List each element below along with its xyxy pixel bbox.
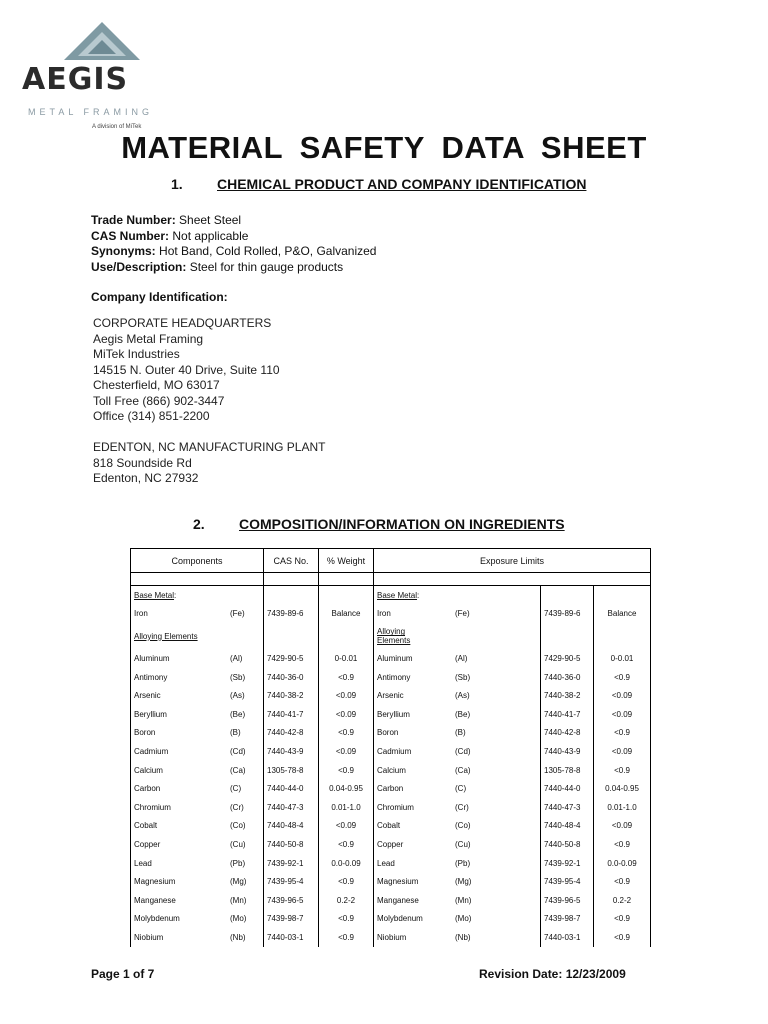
company-identification-label: Company Identification: (91, 290, 228, 304)
table-section-row (131, 623, 651, 649)
base-metal-label: Base Metal (134, 590, 175, 600)
section-2-number: 2. (193, 516, 205, 532)
table-row: Copper (Cu) 7440-50-8 <0.9 Copper (Cu) 7440-50-8 <0.9 (131, 835, 651, 854)
address-line: MiTek Industries (93, 347, 180, 361)
table-row: Magnesium (Mg) 7439-95-4 <0.9 Magnesium (Mg) 7439-95-4 <0.9 (131, 872, 651, 891)
address-line: Toll Free (866) 902-3447 (93, 393, 225, 408)
header-weight: % Weight (319, 549, 374, 573)
address-line: Edenton, NC 27932 (93, 471, 199, 485)
product-fields (91, 213, 376, 275)
table-row: Arsenic (As) 7440-38-2 <0.09 Arsenic (As) 7440-38-2 <0.09 (131, 686, 651, 705)
field-trade-number: Trade Number: Sheet Steel (91, 213, 242, 227)
header-cas: CAS No. (264, 549, 319, 573)
page-title: MATERIAL SAFETY DATA SHEET (121, 130, 647, 165)
table-row: Lead (Pb) 7439-92-1 0.0-0.09 Lead (Pb) 7439-92-1 0.0-0.09 (131, 854, 651, 873)
triangle-logo-icon (62, 20, 142, 64)
alloying-label: Alloying Elements (134, 631, 198, 641)
section-1-number: 1. (171, 176, 183, 192)
composition-table (130, 548, 651, 947)
table-body (131, 586, 651, 947)
table-row: Molybdenum (Mo) 7439-98-7 <0.9 Molybdenum (Mo) 7439-98-7 <0.9 (131, 910, 651, 929)
table-row: Manganese (Mn) 7439-96-5 0.2-2 Manganese (Mn) 7439-96-5 0.2-2 (131, 891, 651, 910)
header-components: Components (131, 549, 264, 573)
table-row: Cobalt (Co) 7440-48-4 <0.09 Cobalt (Co) 7440-48-4 <0.09 (131, 817, 651, 836)
revision-date: Revision Date: 12/23/2009 (479, 967, 626, 981)
field-synonyms: Synonyms: Hot Band, Cold Rolled, P&O, Galvanized (91, 244, 377, 258)
table-row: Beryllium (Be) 7440-41-7 <0.09 Beryllium (Be) 7440-41-7 <0.09 (131, 705, 651, 724)
table-spacer-row (131, 573, 651, 586)
table-row: Calcium (Ca) 1305-78-8 <0.9 Calcium (Ca) 1305-78-8 <0.9 (131, 761, 651, 780)
table-section-row: Base Metal: Base Metal: (131, 586, 651, 605)
address-line: 818 Soundside Rd (93, 455, 192, 470)
table-row: Chromium (Cr) 7440-47-3 0.01-1.0 Chromium (Cr) 7440-47-3 0.01-1.0 (131, 798, 651, 817)
table-row: Boron (B) 7440-42-8 <0.9 Boron (B) 7440-42-8 <0.9 (131, 724, 651, 743)
section-1-heading (171, 176, 586, 192)
address-line: CORPORATE HEADQUARTERS (93, 316, 272, 330)
aegis-logo (22, 20, 182, 130)
table-row: Cadmium (Cd) 7440-43-9 <0.09 Cadmium (Cd) 7440-43-9 <0.09 (131, 742, 651, 761)
hq-address (93, 316, 280, 425)
field-use-description: Use/Description: Steel for thin gauge products (91, 259, 344, 274)
field-cas-number: CAS Number: Not applicable (91, 228, 249, 243)
section-2-title: COMPOSITION/INFORMATION ON INGREDIENTS (239, 516, 565, 532)
address-line: Office (314) 851-2200 (93, 409, 210, 423)
plant-address (93, 440, 325, 487)
table-row: Niobium (Nb) 7440-03-1 <0.9 Niobium (Nb) 7440-03-1 <0.9 (131, 928, 651, 947)
section-1-title: CHEMICAL PRODUCT AND COMPANY IDENTIFICATION (217, 176, 587, 192)
logo-subtitle: METAL FRAMING (28, 107, 154, 117)
header-exposure-limits: Exposure Limits (374, 549, 651, 573)
section-2-heading (193, 516, 565, 532)
address-line: 14515 N. Outer 40 Drive, Suite 110 (93, 362, 280, 377)
page-number: Page 1 of 7 (91, 967, 155, 981)
table-row: Iron (Fe) 7439-89-6 Balance Iron (Fe) 7439-89-6 Balance (131, 605, 651, 624)
table-row: Antimony (Sb) 7440-36-0 <0.9 Antimony (Sb) 7440-36-0 <0.9 (131, 668, 651, 687)
address-line: EDENTON, NC MANUFACTURING PLANT (93, 440, 326, 454)
base-metal-label: Base Metal (377, 590, 418, 600)
logo-division: A division of MiTek (92, 124, 142, 130)
logo-name: AEGIS (22, 62, 129, 97)
address-line: Aegis Metal Framing (93, 331, 204, 346)
table-row: Aluminum (Al) 7429-90-5 0-0.01 Aluminum (Al) 7429-90-5 0-0.01 (131, 649, 651, 668)
table-header-row (131, 549, 651, 573)
address-line: Chesterfield, MO 63017 (93, 378, 220, 392)
alloying-label: Alloying (377, 627, 406, 637)
table-row: Carbon (C) 7440-44-0 0.04-0.95 Carbon (C) 7440-44-0 0.04-0.95 (131, 779, 651, 798)
alloying-label: Elements (377, 636, 411, 646)
